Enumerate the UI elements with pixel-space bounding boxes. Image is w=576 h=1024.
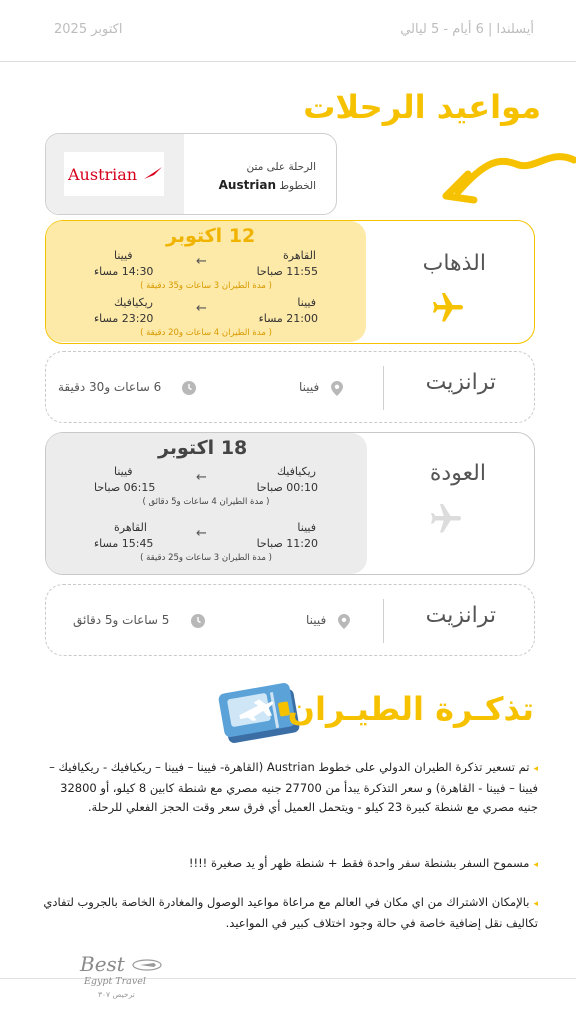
segment-arrow-icon: ← xyxy=(196,254,207,269)
transit-city: فيينا xyxy=(299,380,320,394)
airline-logo-box xyxy=(46,134,184,214)
curved-arrow-icon xyxy=(438,138,576,208)
transit-label: ترانزيت xyxy=(425,603,496,628)
header-month-year: اكتوبر 2025 xyxy=(54,22,123,37)
airplane-icon xyxy=(428,501,464,537)
segment-from-time: 21:00 مساء xyxy=(258,312,318,325)
luggage-text: مسموح السفر بشنطة سفر واحدة فقط + شنطة ظهر أو يد صغيرة !!!! xyxy=(188,856,530,870)
logo-sub-text: Egypt Travel xyxy=(84,976,146,987)
transit-duration: 5 ساعات و5 دقائق xyxy=(73,613,170,627)
return-card xyxy=(45,432,535,575)
segment-from-time: 00:10 صباحا xyxy=(256,481,318,494)
segment-arrow-icon: ← xyxy=(196,470,207,485)
segment-to-city: القاهرة xyxy=(114,521,147,534)
austrian-logo-text: Austrian xyxy=(68,165,138,184)
outbound-card xyxy=(45,220,535,344)
return-details xyxy=(46,433,367,574)
airplane-icon xyxy=(430,290,466,326)
luggage-paragraph xyxy=(40,854,538,875)
ticket-price-paragraph xyxy=(40,758,538,817)
segment-duration: ( مدة الطيران 4 ساعات و20 دقيقة ) xyxy=(140,328,272,338)
outbound-segment-2 xyxy=(46,294,366,342)
clock-icon xyxy=(182,381,196,395)
airline-text xyxy=(219,158,316,195)
segment-to-city: ريكيافيك xyxy=(114,296,153,309)
transit-city: فيينا xyxy=(306,613,327,627)
location-pin-icon xyxy=(331,381,343,396)
airline-line2 xyxy=(219,176,316,195)
segment-from-time: 11:20 صباحا xyxy=(256,537,318,550)
segment-to-city: فيينا xyxy=(114,465,133,478)
logo-plane-icon xyxy=(132,958,162,972)
return-segment-2 xyxy=(46,519,366,567)
header-trip-info: أيسلندا | 6 أيام - 5 ليالي xyxy=(400,22,534,37)
logo-license-text: ترخيص ٣٠٧ xyxy=(98,990,135,999)
outbound-label: الذهاب xyxy=(422,251,486,276)
bullet-icon: ◂ xyxy=(533,764,538,774)
bullet-icon: ◂ xyxy=(533,860,538,870)
segment-from-time: 11:55 صباحا xyxy=(256,265,318,278)
ticket-section-title: تذكـرة الطيـران xyxy=(287,690,534,728)
join-anywhere-text: بالإمكان الاشتراك من اي مكان في العالم مع مراعاة مواعيد الوصول والمغادرة الخاصة بالجروب لتفادي تكاليف نقل إضافية خاصة في حالة وجود اختلاف كبير في المواعيد. xyxy=(43,895,538,930)
outbound-details xyxy=(46,221,366,342)
return-date: 18 اكتوبر xyxy=(158,437,248,459)
outbound-date: 12 اكتوبر xyxy=(166,225,256,247)
transit-label: ترانزيت xyxy=(425,370,496,395)
segment-from-city: ريكيافيك xyxy=(277,465,316,478)
segment-arrow-icon: ← xyxy=(196,526,207,541)
logo-main-text: Best xyxy=(80,952,125,976)
return-segment-1 xyxy=(46,463,366,511)
airline-card xyxy=(45,133,337,215)
clock-icon xyxy=(191,614,205,628)
footer-logo xyxy=(78,952,178,1008)
segment-to-city: فيينا xyxy=(114,249,133,262)
bullet-icon: ◂ xyxy=(533,899,538,909)
segment-to-time: 15:45 مساء xyxy=(94,537,154,550)
return-label: العودة xyxy=(429,461,486,486)
segment-duration: ( مدة الطيران 4 ساعات و5 دقائق ) xyxy=(142,497,270,507)
segment-duration: ( مدة الطيران 3 ساعات و35 دقيقة ) xyxy=(140,281,272,291)
segment-to-time: 14:30 مساء xyxy=(94,265,154,278)
join-anywhere-paragraph xyxy=(40,893,538,933)
transit-card-return xyxy=(45,584,535,656)
divider xyxy=(383,599,384,643)
segment-from-city: فيينا xyxy=(297,296,316,309)
austrian-logo xyxy=(64,152,164,196)
segment-arrow-icon: ← xyxy=(196,301,207,316)
airline-line2-prefix: الخطوط xyxy=(279,180,316,192)
segment-from-city: فيينا xyxy=(297,521,316,534)
transit-duration: 6 ساعات و30 دقيقة xyxy=(58,380,162,394)
segment-duration: ( مدة الطيران 3 ساعات و25 دقيقة ) xyxy=(140,553,272,563)
austrian-logo-arrow-icon xyxy=(144,167,162,179)
page-header xyxy=(0,0,576,62)
transit-card-outbound xyxy=(45,351,535,423)
segment-from-city: القاهرة xyxy=(283,249,316,262)
ticket-price-text: تم تسعير تذكرة الطيران الدولي على خطوط Austrian (القاهرة- فيينا – فيينا – ريكيافيك - ريكيافيك – فيينا – فيينا - القاهرة) و سعر التذكرة يبدأ من 27700 جنيه مصري مع شنطة كابين 8 كيلو، أو 32800 جنيه مصري مع شنطة كبيرة 23 كيلو - ويتحمل العميل أي فرق سعر وقت الحجز الفعلي للرحلة. xyxy=(49,760,538,814)
location-pin-icon xyxy=(338,614,350,629)
flights-section-title: مواعيد الرحلات xyxy=(303,88,541,126)
airline-line1: الرحلة على متن xyxy=(246,161,316,173)
airline-name: Austrian xyxy=(218,178,276,192)
segment-to-time: 23:20 مساء xyxy=(94,312,154,325)
segment-to-time: 06:15 صباحا xyxy=(94,481,156,494)
divider xyxy=(383,366,384,410)
outbound-segment-1 xyxy=(46,247,366,295)
